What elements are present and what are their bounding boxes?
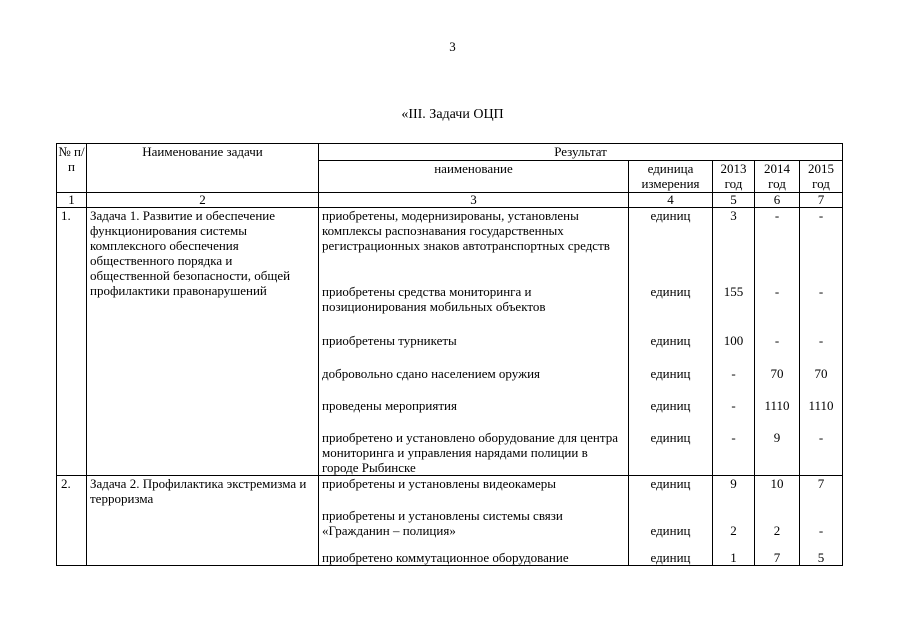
result-name: приобретены средства мониторинга и позиционирования мобильных объектов [322, 284, 546, 314]
value-2013: 1 [730, 550, 737, 565]
result-units [629, 476, 713, 566]
value-2015: - [818, 284, 824, 299]
value-2014: 2 [773, 523, 781, 538]
header-2014: 2014 год [755, 161, 800, 193]
value-2014: 70 [770, 366, 784, 381]
value-2014: - [774, 333, 780, 348]
column-number: 7 [800, 193, 843, 208]
value-2014: 9 [773, 430, 781, 445]
result-unit: единиц [650, 550, 691, 565]
table-row [57, 476, 843, 566]
column-number: 2 [87, 193, 319, 208]
result-units [629, 208, 713, 476]
result-name: приобретены и установлены видеокамеры [322, 476, 556, 491]
task-number: 2. [57, 476, 87, 566]
value-2015: 7 [817, 476, 825, 491]
column-number: 6 [755, 193, 800, 208]
section-title: «III. Задачи ОЦП [401, 107, 504, 122]
result-names [319, 208, 629, 476]
value-2015: 1110 [808, 398, 834, 413]
header-result: Результат [319, 144, 843, 161]
value-2014: 10 [770, 476, 784, 491]
value-2015: - [818, 430, 824, 445]
header-unit: единица измерения [629, 161, 713, 193]
value-2015: - [818, 523, 824, 538]
value-2014: 7 [773, 550, 781, 565]
value-2013: 2 [730, 523, 737, 538]
header-result-name: наименование [319, 161, 629, 193]
values-2015 [800, 476, 843, 566]
value-2013: - [731, 366, 736, 381]
task-number: 1. [57, 208, 87, 476]
column-numbers-row [57, 193, 843, 208]
task-name: Задача 2. Профилактика экстремизма и терроризма [87, 476, 319, 566]
values-2014 [755, 208, 800, 476]
column-number: 4 [629, 193, 713, 208]
value-2015: 5 [817, 550, 825, 565]
result-name: приобретены и установлены системы связи «Гражданин – полиция» [322, 508, 563, 538]
result-name: приобретено коммутационное оборудование [322, 550, 569, 565]
value-2013: - [731, 398, 736, 413]
values-2015 [800, 208, 843, 476]
value-2014: - [774, 284, 780, 299]
value-2015: - [818, 208, 824, 223]
column-number: 5 [713, 193, 755, 208]
result-unit: единиц [650, 208, 691, 223]
column-number: 3 [319, 193, 629, 208]
result-name: добровольно сдано населением оружия [322, 366, 541, 381]
values-2014 [755, 476, 800, 566]
value-2013: 155 [723, 284, 744, 299]
result-name: приобретены турникеты [322, 333, 457, 348]
value-2013: 3 [730, 208, 737, 223]
page-number: 3 [449, 39, 456, 54]
value-2015: 70 [814, 366, 828, 381]
header-num: № п/п [57, 144, 87, 193]
result-name: проведены мероприятия [322, 398, 457, 413]
value-2013: 100 [723, 333, 744, 348]
header-task-name: Наименование задачи [87, 144, 319, 193]
result-name: приобретены, модернизированы, установлены комплексы распознавания государственных регистрационных знаков автотранспортных средств [322, 208, 610, 253]
values-2013 [713, 208, 755, 476]
result-unit: единиц [650, 366, 691, 381]
value-2014: - [774, 208, 780, 223]
result-unit: единиц [650, 523, 691, 538]
result-unit: единиц [650, 430, 691, 445]
result-unit: единиц [650, 284, 691, 299]
value-2013: 9 [730, 476, 737, 491]
result-unit: единиц [650, 476, 691, 491]
result-names [319, 476, 629, 566]
result-unit: единиц [650, 398, 691, 413]
result-unit: единиц [650, 333, 691, 348]
header-2013: 2013 год [713, 161, 755, 193]
header-2015: 2015 год [800, 161, 843, 193]
value-2014: 1110 [764, 398, 790, 413]
task-name: Задача 1. Развитие и обеспечение функционирования системы комплексного обеспечения общественного порядка и общественной безопасности, общей профилактики правонарушений [87, 208, 319, 476]
tasks-table [56, 143, 843, 566]
table-row [57, 208, 843, 476]
values-2013 [713, 476, 755, 566]
value-2013: - [731, 430, 736, 445]
value-2015: - [818, 333, 824, 348]
column-number: 1 [57, 193, 87, 208]
result-name: приобретено и установлено оборудование для центра мониторинга и управления нарядами полиции в городе Рыбинске [322, 430, 618, 475]
